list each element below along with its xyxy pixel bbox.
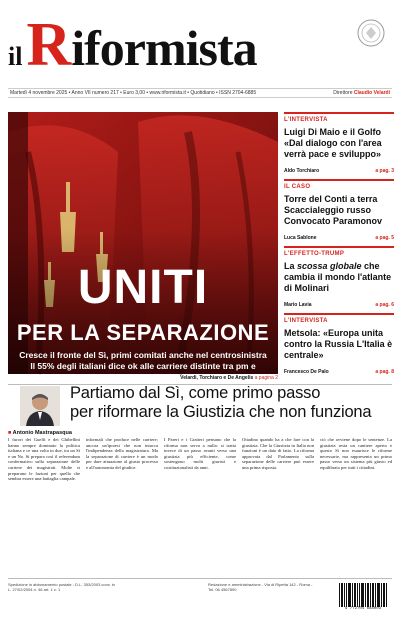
sidebar-headline <box>284 261 394 294</box>
sidebar-headline-italic: scossa globale <box>297 261 362 271</box>
sidebar-page: a pag. 8 <box>375 369 394 375</box>
hero-subtitle-line2: Il 55% degli italiani dice ok alle carriere distinte tra pm e giudici <box>30 361 256 382</box>
sidebar-story-trump[interactable] <box>284 246 394 308</box>
sidebar-author: Luca Sablone <box>284 235 317 241</box>
sidebar-byline <box>284 369 394 375</box>
column-text: Ottadino quando ha a che fare con la giustizia. Che la Giustizia in Italia non funzioni è un dato di fatto. La riforma approvata dal Parlamento sulla separazione delle carriere può essere una prima risposta. <box>242 437 314 470</box>
article-body <box>8 437 392 575</box>
article-column <box>86 437 158 575</box>
article-column <box>8 437 80 575</box>
sidebar-tag: L'INTERVISTA <box>284 117 328 123</box>
sidebar-page: a pag. 5 <box>375 235 394 241</box>
sidebar-tag: L'INTERVISTA <box>284 318 328 324</box>
article-column <box>320 437 392 575</box>
footer <box>8 578 392 614</box>
hero-caption[interactable] <box>8 375 278 381</box>
hero-title-main: UNITI <box>77 261 209 314</box>
sidebar-page: a pag. 3 <box>375 168 394 174</box>
director-name: Claudio Velardi <box>353 90 390 96</box>
column-text: ciò che avviene dopo le sentenze. La giustizia resta un cantiere aperto e questo Sì non esaurisce le riforme necessarie, ma rappresenta un primo passo verso un sistema più giusto ed equilibrato per tutti i cittadini. <box>320 437 392 470</box>
logo-r: R <box>26 11 72 79</box>
sidebar-headline-pre: La <box>284 261 298 271</box>
sidebar-author: Mario Lavia <box>284 302 312 308</box>
hero-caption-page: a pagina 2 <box>254 375 278 381</box>
footer-editorial-info: Redazione e amministrazione - Via di Ripetta 142 - Roma - Tel. 06 4567890 <box>208 582 313 592</box>
sidebar <box>284 112 394 380</box>
barcode-number: 9 772704 688003 <box>344 607 381 611</box>
sidebar-story-torre[interactable] <box>284 179 394 241</box>
logo-il: il <box>8 42 23 71</box>
hero-title-secondary: PER LA SEPARAZIONE <box>16 320 270 345</box>
column-text: informali che produce nelle carriere; ancora un'ipotesi che non intacca l'indipendenza della magistratura. Ma la separazione di carriere è un modo per dare attuazione al giusto processo e all'autonomia del giudice. <box>86 437 158 470</box>
footer-postal-info: Spedizione in abbonamento postale - D.L. 353/2003 conv. in L. 27/02/2004 n. 46 art. 1 c. 1 <box>8 582 115 592</box>
sidebar-story-di-maio[interactable] <box>284 112 394 174</box>
article-column <box>164 437 236 575</box>
sidebar-page: a pag. 6 <box>375 302 394 308</box>
article-headline-line1: Partiamo dal Sì, come primo passo <box>70 384 321 402</box>
article-column <box>242 437 314 575</box>
author-portrait <box>20 386 60 426</box>
sidebar-author: Aldo Torchiaro <box>284 168 320 174</box>
author-portrait-image <box>20 386 60 426</box>
sidebar-tag: IL CASO <box>284 184 311 190</box>
article-headline-line2: per riformare la Giustizia che non funziona <box>70 403 372 421</box>
hero-caption-authors: Velardi, Torchiaro e De Angelis <box>180 375 254 381</box>
director-credit <box>333 90 390 96</box>
sidebar-headline: Metsola: «Europa unita contro la Russia L'Italia è centrale» <box>284 328 393 360</box>
sidebar-headline-post: che cambia il mondo l'atlante di Molinari <box>284 261 392 293</box>
sidebar-byline <box>284 235 394 241</box>
sidebar-headline: Torre del Conti a terra Scaccialeggio russo Convocato Paramonov <box>284 194 383 226</box>
logo-rest: iformista <box>71 20 257 76</box>
newspaper-logo[interactable] <box>8 11 257 79</box>
masthead <box>8 11 392 86</box>
column-text: I furori dei Guelfi e dei Ghibellini hanno sempre dominato la politica italiana e ce una volta in due, tra un Sì e un No. Si prepara così il referendum confermativo sulla separazione delle carriere dei magistrati. Molte si preparano le fazioni per quella che sembra essere una battaglia campale. <box>8 437 80 482</box>
hero-subtitle-line1: Cresce il fronte del Sì, primi comitati anche nel centrosinistra <box>19 350 267 360</box>
sidebar-author: Francesco De Palo <box>284 369 329 375</box>
seal-icon <box>356 18 386 48</box>
dateline <box>8 88 392 98</box>
article-author: ■ Antonio Mastrapasqua <box>8 430 72 436</box>
sidebar-tag: L'EFFETTO-TRUMP <box>284 251 345 257</box>
barcode-icon <box>338 583 388 607</box>
sidebar-byline <box>284 302 394 308</box>
column-text: I Pareri e i Gratteri pensano che la riforma non serva a nulla: si tratta invece di un passo avanti verso una giustizia più efficiente, come sostengono molti giuristi e costituzionalisti da anni. <box>164 437 236 470</box>
sidebar-story-metsola[interactable] <box>284 313 394 375</box>
director-label: Direttore <box>333 90 353 96</box>
sidebar-headline: Luigi Di Maio e il Golfo «Dal dialogo con l'area verrà pace e sviluppo» <box>284 127 382 159</box>
article-headline[interactable] <box>70 384 388 422</box>
date-info: Martedì 4 novembre 2025 • Anno VII numero 217 • Euro 3,00 • www.riformista.it • Quotidiano • ISSN 2704-6885 <box>10 90 257 96</box>
sidebar-byline <box>284 168 394 174</box>
